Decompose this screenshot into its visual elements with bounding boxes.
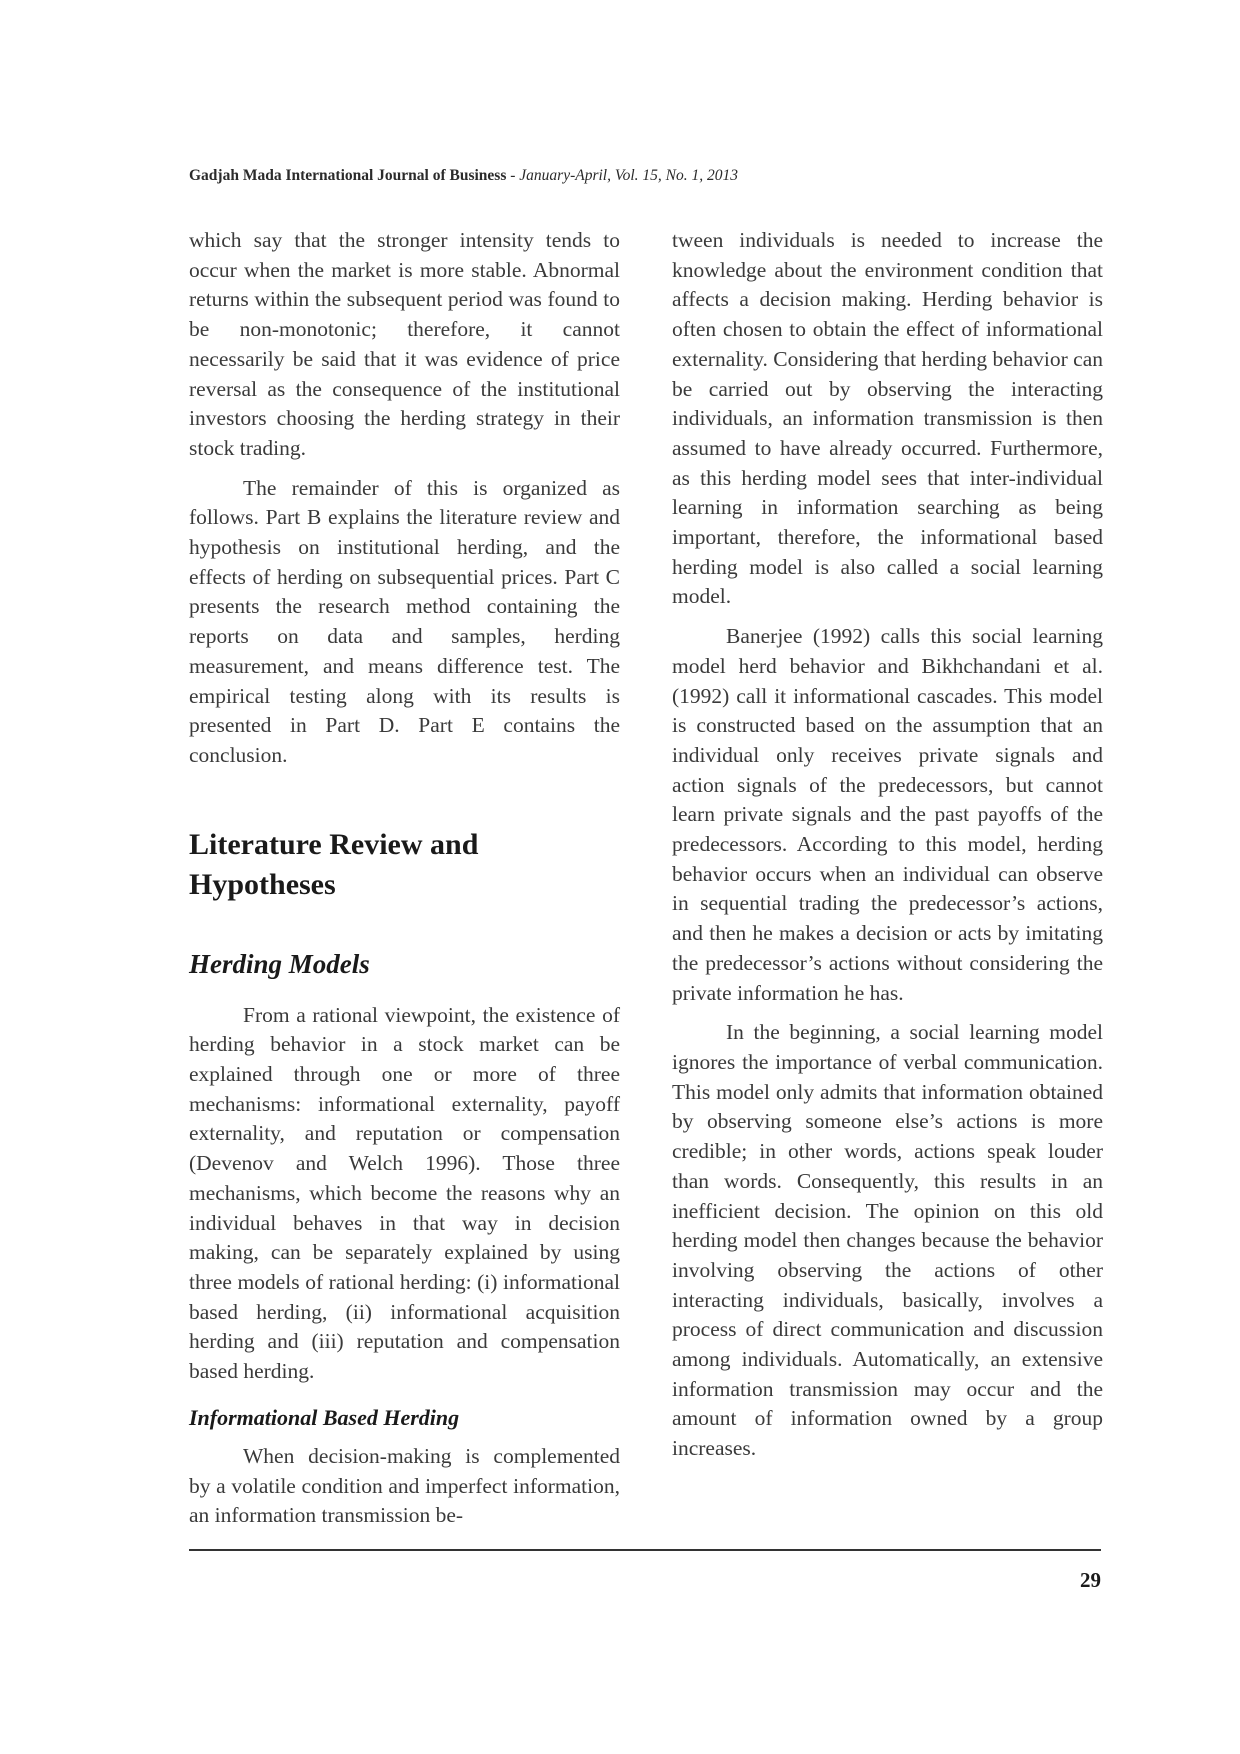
paragraph: which say that the stronger intensity tends to occur when the market is more stable. Abnormal returns within the subsequent period was found to be non-monotonic; therefore, it cannot necessarily be said that it was evidence of price reversal as the consequence of the institutional investors choosing the herding strategy in their stock trading. (189, 228, 620, 460)
header-separator: - (506, 167, 520, 184)
section-heading: Literature Review and Hypotheses (189, 827, 479, 901)
journal-title: Gadjah Mada International Journal of Business (189, 167, 507, 184)
paragraph: In the beginning, a social learning model ignores the importance of verbal communication. This model only admits that information obtained by observing someone else’s actions is more credible; in other words, actions speak louder than words. Consequently, this results in an inefficient decision. The opinion on this old herding model then changes because the behavior involving observing the actions of other interacting individuals, basically, involves a process of direct communication and discussion among individuals. Automatically, an extensive information transmission may occur and the amount of information owned by a group increases. (672, 1020, 1103, 1461)
running-head (189, 167, 1089, 185)
issue-info: January-April, Vol. 15, No. 1, 2013 (519, 167, 739, 184)
paragraph: From a rational viewpoint, the existence of herding behavior in a stock market can be explained through one or more of three mechanisms: informational externality, payoff externality, and reputation or compensation (Devenov and Welch 1996). Those three mechanisms, which become the reasons why an individual behaves in that way in decision making, can be separately explained by using three models of rational herding: (i) informational based herding, (ii) informational acquisition herding and (iii) reputation and compensation based herding. (189, 1002, 620, 1384)
paragraph: The remainder of this is organized as follows. Part B explains the literature review and hypothesis on institutional herding, and the effects of herding on subsequential prices. Part C presents the research method containing the reports on data and samples, herding measurement, and means difference test. The empirical testing along with its results is presented in Part D. Part E contains the conclusion. (189, 475, 620, 767)
paragraph: tween individuals is needed to increase the knowledge about the environment condition that affects a decision making. Herding behavior is often chosen to obtain the effect of informational externality. Considering that herding behavior can be carried out by observing the interacting individuals, an information transmission is then assumed to have already occurred. Furthermore, as this herding model sees that inter-individual learning in information searching as being important, therefore, the informational based herding model is also called a social learning model. (672, 228, 1103, 609)
subsection-heading: Herding Models (189, 948, 370, 979)
paragraph: When decision-making is complemented by a volatile condition and imperfect information, an information transmission be- (189, 1443, 620, 1528)
footer-rule (189, 1549, 1101, 1551)
subsubsection-heading: Informational Based Herding (189, 1404, 460, 1430)
left-column (189, 226, 620, 1531)
page-number: 29 (1080, 1568, 1101, 1592)
right-column (672, 226, 1103, 1464)
paragraph: Banerjee (1992) calls this social learning model herd behavior and Bikhchandani et al. (1992) call it informational cascades. This model is constructed based on the assumption that an individual only receives private signals and action signals of the predecessors, but cannot learn private signals and the past payoffs of the predecessors. According to this model, herding behavior occurs when an individual can observe in sequential trading the predecessor’s actions, and then he makes a decision or acts by imitating the predecessor’s actions without considering the private information he has. (672, 624, 1103, 1005)
